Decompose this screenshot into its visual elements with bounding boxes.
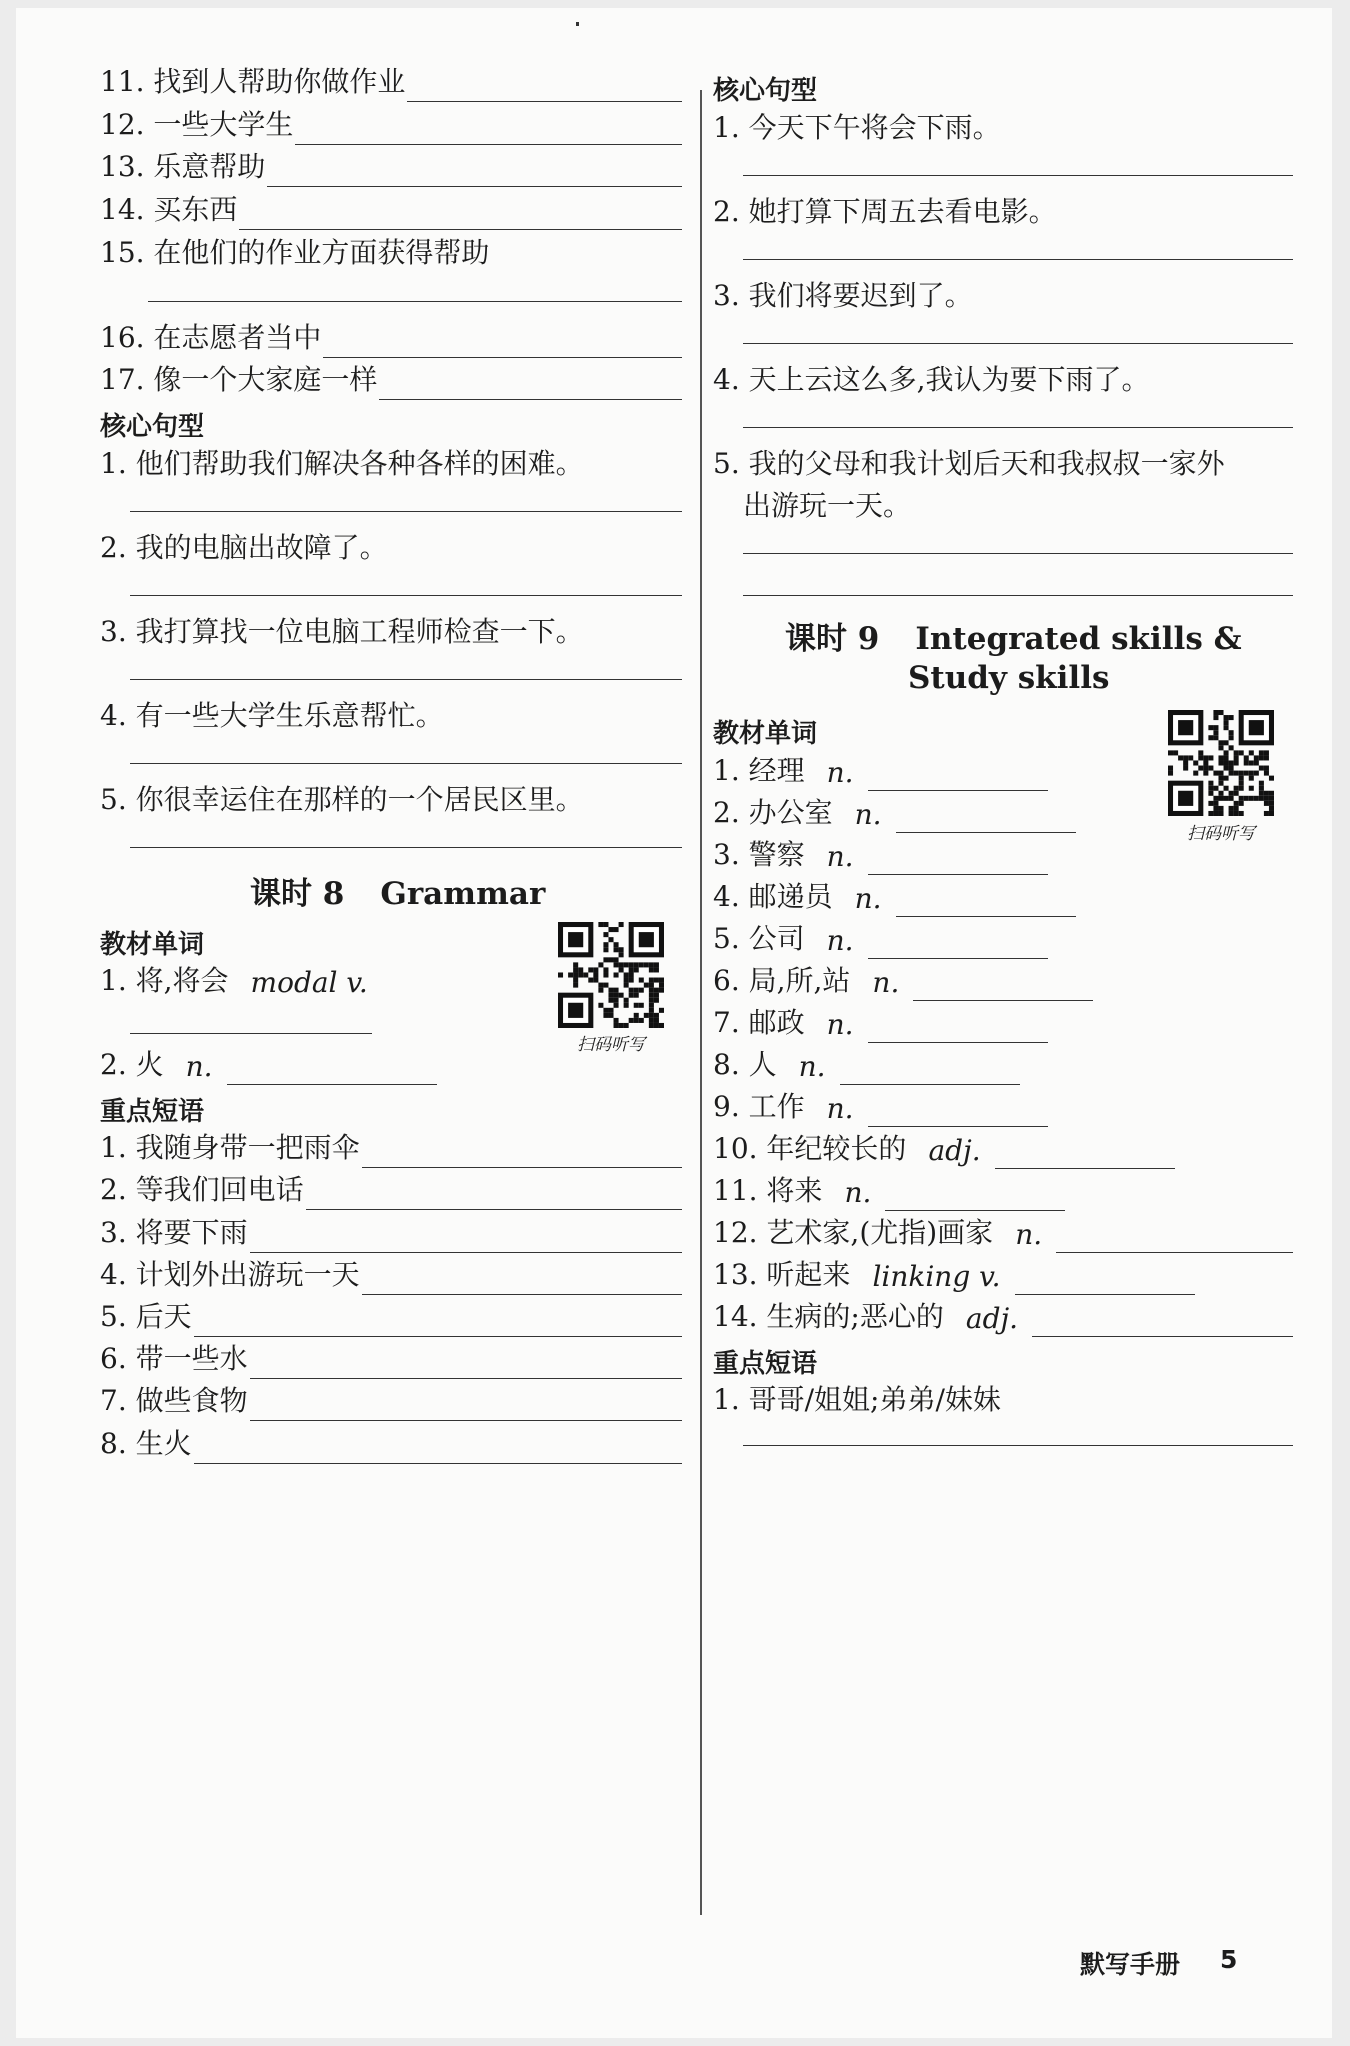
phrase-item[interactable]: 1. 我随身带一把雨伞 (100, 1128, 682, 1168)
phrase-item[interactable]: 17. 像一个大家庭一样 (100, 360, 682, 400)
sentence-item-continued: 出游玩一天。 (743, 489, 912, 522)
phrase-item: 15. 在他们的作业方面获得帮助 (100, 236, 490, 269)
sentence-item: 2. 我的电脑出故障了。 (100, 531, 388, 564)
phrase-item[interactable]: 11. 找到人帮助你做作业 (100, 62, 682, 102)
answer-blank[interactable] (250, 1222, 682, 1253)
phrase-item[interactable]: 16. 在志愿者当中 (100, 318, 682, 358)
sentence-item: 4. 有一些大学生乐意帮忙。 (100, 699, 444, 732)
answer-blank[interactable] (868, 928, 1048, 959)
answer-blank[interactable] (868, 1012, 1048, 1043)
phrase-item[interactable]: 4. 计划外出游玩一天 (100, 1255, 682, 1295)
answer-blank[interactable] (362, 1137, 682, 1168)
qr-caption: 扫码听写 (1187, 824, 1255, 844)
workbook-page (16, 8, 1332, 2038)
sentence-item: 4. 天上云这么多,我认为要下雨了。 (713, 363, 1150, 396)
answer-blank[interactable] (896, 886, 1076, 917)
answer-blank[interactable] (885, 1180, 1065, 1211)
vocab-item[interactable]: 8. 人 n. (713, 1045, 1020, 1085)
section-heading-vocabulary: 教材单词 (713, 719, 818, 749)
answer-blank[interactable] (194, 1306, 682, 1337)
answer-blank[interactable] (130, 678, 682, 680)
answer-blank[interactable] (743, 342, 1293, 344)
page-number: 5 (1220, 1945, 1238, 1974)
vocab-item[interactable]: 2. 办公室 n. (713, 793, 1076, 833)
phrase-item[interactable]: 2. 等我们回电话 (100, 1170, 682, 1210)
answer-blank[interactable] (267, 156, 682, 187)
vocab-item[interactable]: 7. 邮政 n. (713, 1003, 1048, 1043)
section-heading-core-sentences: 核心句型 (100, 412, 205, 442)
answer-blank[interactable] (130, 762, 682, 764)
phrase-item: 1. 哥哥/姐姐;弟弟/妹妹 (713, 1383, 1001, 1416)
vocab-item: 1. 将,将会 modal v. (100, 964, 368, 999)
qr-code-icon[interactable] (558, 922, 664, 1028)
sentence-item: 1. 他们帮助我们解决各种各样的困难。 (100, 447, 584, 480)
answer-blank[interactable] (130, 510, 682, 512)
footer-book-title: 默写手册 (1080, 1950, 1181, 1979)
answer-blank[interactable] (868, 844, 1048, 875)
vocab-item[interactable]: 2. 火 n. (100, 1045, 437, 1085)
phrase-item[interactable]: 12. 一些大学生 (100, 105, 682, 145)
answer-blank[interactable] (194, 1433, 682, 1464)
vocab-item[interactable]: 11. 将来 n. (713, 1171, 1065, 1211)
vocab-item[interactable]: 5. 公司 n. (713, 919, 1048, 959)
answer-blank[interactable] (743, 552, 1293, 554)
answer-blank[interactable] (1032, 1306, 1293, 1337)
answer-blank[interactable] (868, 1096, 1048, 1127)
answer-blank[interactable] (227, 1054, 437, 1085)
answer-blank[interactable] (379, 369, 682, 400)
qr-caption: 扫码听写 (577, 1035, 645, 1055)
answer-blank[interactable] (743, 1444, 1293, 1446)
vocab-item[interactable]: 10. 年纪较长的 adj. (713, 1129, 1175, 1169)
vocab-item[interactable]: 14. 生病的;恶心的 adj. (713, 1297, 1293, 1337)
answer-blank[interactable] (743, 174, 1293, 176)
answer-blank[interactable] (995, 1138, 1175, 1169)
answer-blank[interactable] (306, 1179, 682, 1210)
phrase-item[interactable]: 3. 将要下雨 (100, 1213, 682, 1253)
answer-blank[interactable] (743, 594, 1293, 596)
answer-blank[interactable] (1056, 1222, 1293, 1253)
answer-blank[interactable] (840, 1054, 1020, 1085)
answer-blank[interactable] (250, 1390, 682, 1421)
vocab-item[interactable]: 12. 艺术家,(尤指)画家 n. (713, 1213, 1293, 1253)
phrase-item[interactable]: 13. 乐意帮助 (100, 147, 682, 187)
phrase-item[interactable]: 5. 后天 (100, 1297, 682, 1337)
phrase-item[interactable]: 7. 做些食物 (100, 1381, 682, 1421)
vocab-item[interactable]: 4. 邮递员 n. (713, 877, 1076, 917)
top-mark (576, 22, 579, 26)
answer-blank[interactable] (896, 802, 1076, 833)
answer-blank[interactable] (362, 1264, 682, 1295)
sentence-item: 5. 我的父母和我计划后天和我叔叔一家外 (713, 447, 1225, 480)
answer-blank[interactable] (130, 1032, 372, 1034)
section-heading-core-sentences: 核心句型 (713, 76, 818, 106)
sentence-item: 3. 我打算找一位电脑工程师检查一下。 (100, 615, 584, 648)
sentence-item: 3. 我们将要迟到了。 (713, 279, 973, 312)
lesson-9-heading-line2: Study skills (908, 660, 1110, 696)
phrase-item[interactable]: 14. 买东西 (100, 190, 682, 230)
lesson-8-heading: 课时 8 Grammar (250, 876, 546, 912)
answer-blank[interactable] (1015, 1264, 1195, 1295)
answer-blank[interactable] (239, 199, 682, 230)
answer-blank[interactable] (130, 846, 682, 848)
sentence-item: 1. 今天下午将会下雨。 (713, 111, 1001, 144)
answer-blank[interactable] (250, 1348, 682, 1379)
sentence-item: 2. 她打算下周五去看电影。 (713, 195, 1057, 228)
answer-blank[interactable] (295, 114, 682, 145)
qr-code-icon[interactable] (1168, 710, 1274, 816)
answer-blank[interactable] (130, 594, 682, 596)
lesson-9-heading: 课时 9 Integrated skills & (785, 621, 1242, 657)
sentence-item: 5. 你很幸运住在那样的一个居民区里。 (100, 783, 584, 816)
vocab-item[interactable]: 13. 听起来 linking v. (713, 1255, 1195, 1295)
vocab-item[interactable]: 6. 局,所,站 n. (713, 961, 1093, 1001)
section-heading-key-phrases: 重点短语 (713, 1349, 818, 1379)
section-heading-vocabulary: 教材单词 (100, 930, 205, 960)
vocab-item[interactable]: 9. 工作 n. (713, 1087, 1048, 1127)
answer-blank[interactable] (868, 760, 1048, 791)
phrase-item[interactable]: 6. 带一些水 (100, 1339, 682, 1379)
vocab-item[interactable]: 3. 警察 n. (713, 835, 1048, 875)
column-divider (700, 90, 702, 1915)
answer-blank[interactable] (148, 300, 682, 302)
answer-blank[interactable] (323, 327, 682, 358)
section-heading-key-phrases: 重点短语 (100, 1097, 205, 1127)
phrase-item[interactable]: 8. 生火 (100, 1424, 682, 1464)
answer-blank[interactable] (743, 258, 1293, 260)
vocab-item[interactable]: 1. 经理 n. (713, 751, 1048, 791)
answer-blank[interactable] (743, 426, 1293, 428)
answer-blank[interactable] (913, 970, 1093, 1001)
answer-blank[interactable] (407, 71, 682, 102)
